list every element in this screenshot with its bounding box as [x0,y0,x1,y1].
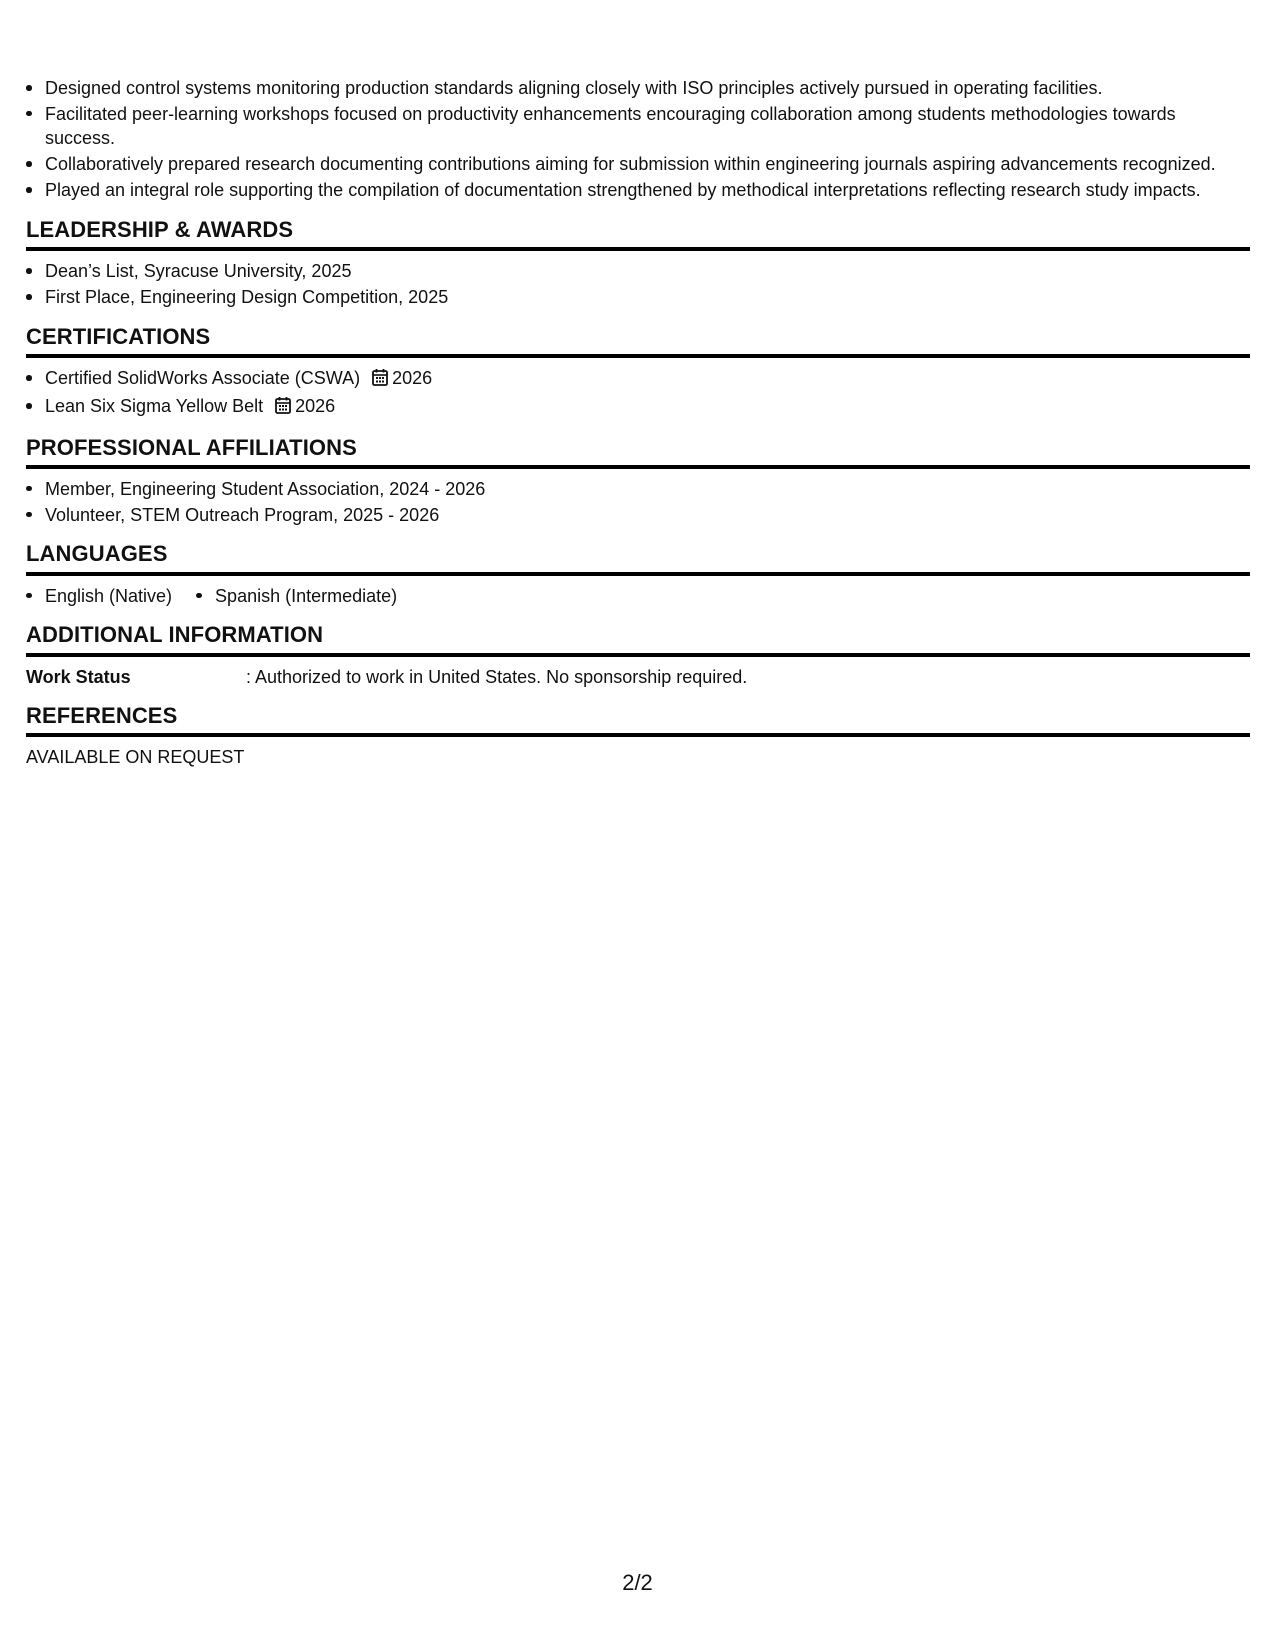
section-heading: LEADERSHIP & AWARDS [26,217,1250,251]
certification-year: 2026 [295,396,336,417]
leadership-list [26,259,1250,309]
section-heading: ADDITIONAL INFORMATION [26,622,1250,656]
work-status-value: : Authorized to work in United States. No sponsorship required. [246,666,748,687]
certification-item [26,394,1250,420]
calendar-icon [275,396,291,420]
references-text: AVAILABLE ON REQUEST [26,747,245,768]
language-item: Spanish (Intermediate) [196,584,397,608]
certifications-list [26,366,1250,420]
additional-info-section [26,622,1250,689]
leadership-section [26,217,1250,310]
experience-bullet: Collaboratively prepared research documenting contributions aiming for submission within engineering journals aspiring advancements recognized. [26,152,1250,176]
calendar-icon [372,368,388,392]
affiliation-item: Volunteer, STEM Outreach Program, 2025 - 2026 [26,503,1250,527]
experience-bullet: Facilitated peer-learning workshops focused on productivity enhancements encouraging collaboration among students methodologies towards success. [26,102,1250,151]
affiliations-list [26,477,1250,527]
certification-name: Certified SolidWorks Associate (CSWA) [45,368,361,389]
section-heading: REFERENCES [26,703,1250,737]
experience-bullet: Played an integral role supporting the compilation of documentation strengthened by methodical interpretations reflecting research study impacts. [26,178,1250,202]
work-status-row [26,665,1250,689]
certifications-section [26,324,1250,421]
section-heading: PROFESSIONAL AFFILIATIONS [26,435,1250,469]
work-status-label: Work Status [26,666,131,687]
section-heading: CERTIFICATIONS [26,324,1250,358]
affiliation-item: Member, Engineering Student Association, 2024 - 2026 [26,477,1250,501]
languages-section [26,541,1250,608]
certification-name: Lean Six Sigma Yellow Belt [45,396,264,417]
resume-page [26,76,1250,770]
languages-list [26,584,1250,608]
page-number: 2/2 [622,1570,653,1595]
section-heading: LANGUAGES [26,541,1250,575]
references-section [26,703,1250,770]
experience-bullet: Designed control systems monitoring production standards aligning closely with ISO principles actively pursued in operating facilities. [26,76,1250,100]
certification-item [26,366,1250,392]
experience-bullet-list [26,76,1250,203]
leadership-item: First Place, Engineering Design Competition, 2025 [26,285,1250,309]
certification-year: 2026 [392,368,433,389]
affiliations-section [26,435,1250,528]
leadership-item: Dean’s List, Syracuse University, 2025 [26,259,1250,283]
language-item: English (Native) [26,584,172,608]
